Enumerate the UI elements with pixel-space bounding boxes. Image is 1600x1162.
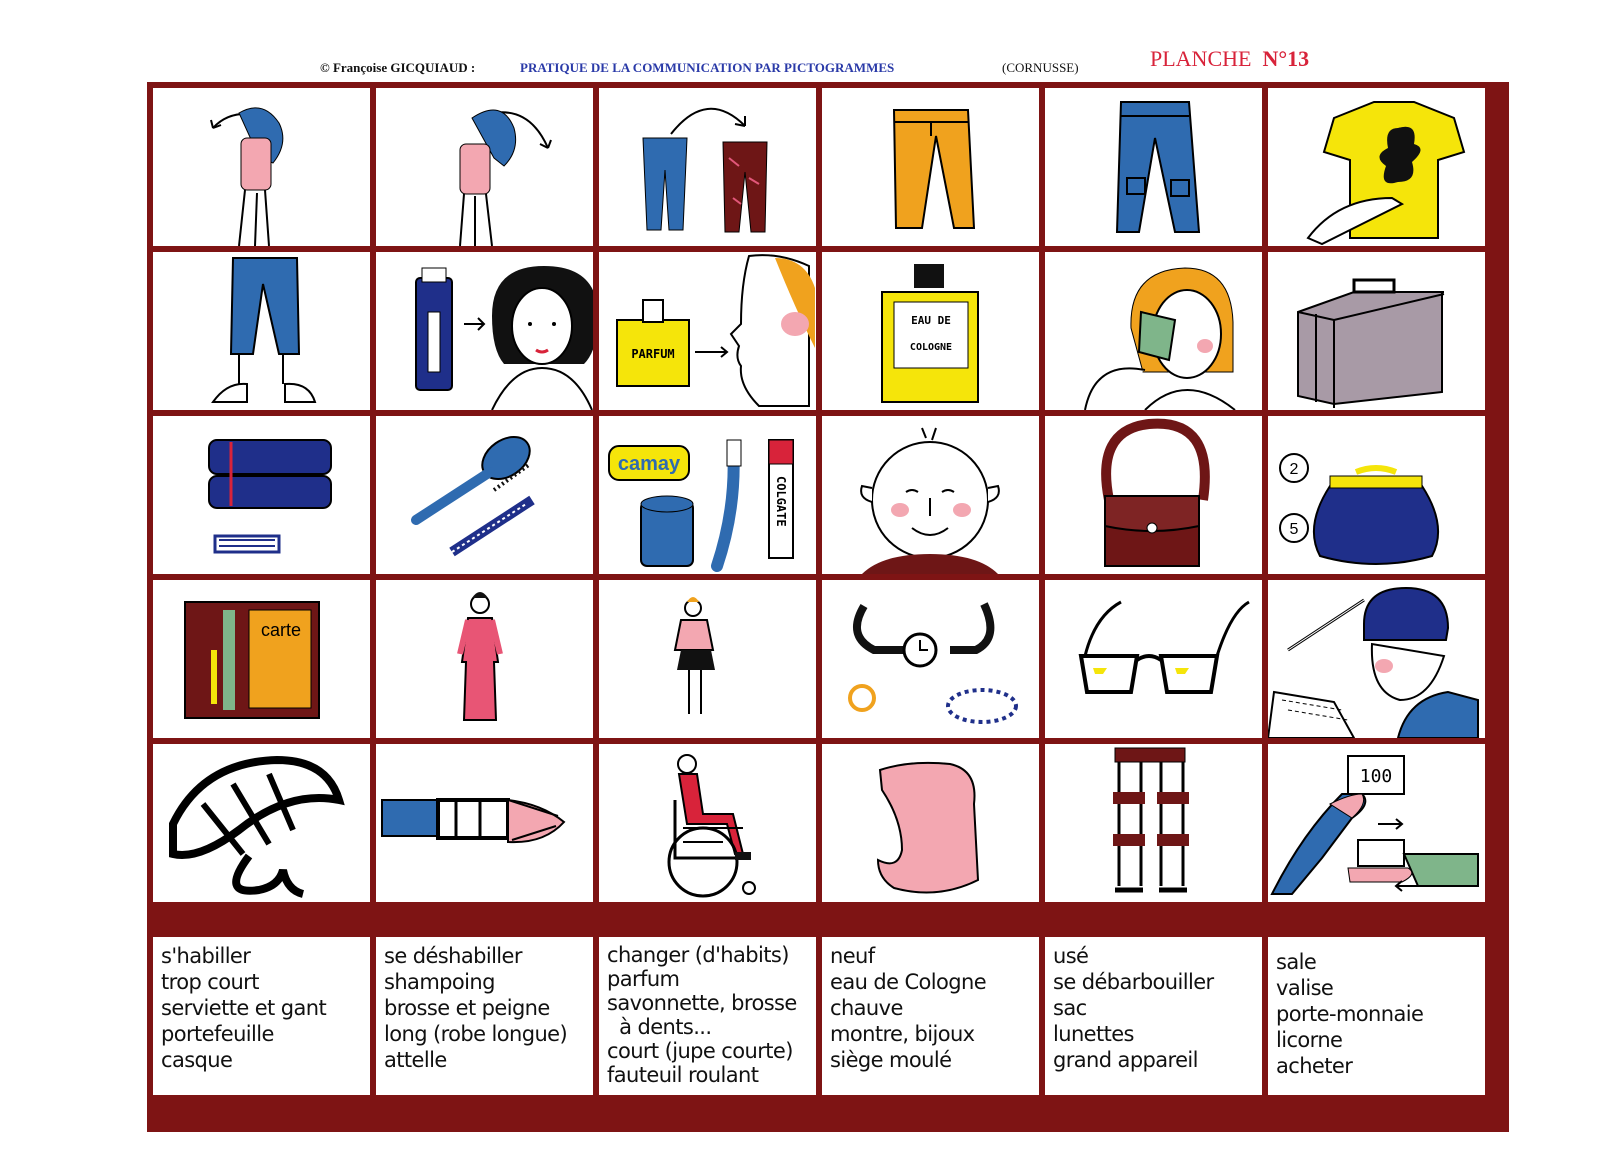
legend-item: porte-monnaie [1276, 1002, 1424, 1026]
unicorn-pointer-pictogram [1268, 580, 1485, 738]
legend-item: savonnette, brosse [607, 991, 797, 1015]
legend-item: eau de Cologne [830, 970, 987, 994]
legend-item: fauteuil roulant [607, 1063, 759, 1087]
page-header [320, 46, 1320, 78]
wallet-pictogram [153, 580, 370, 738]
legend-item: s'habiller [161, 944, 251, 968]
brush-and-comb-pictogram [376, 416, 593, 574]
legend-item: licorne [1276, 1028, 1343, 1052]
legend-item: neuf [830, 944, 875, 968]
coin-purse-pictogram [1268, 416, 1485, 574]
legend-item: court (jupe courte) [607, 1039, 793, 1063]
legend-item: grand appareil [1053, 1048, 1198, 1072]
legend-item: portefeuille [161, 1022, 274, 1046]
parfum-label: PARFUM [631, 347, 675, 361]
legend-item: attelle [384, 1048, 447, 1072]
legend-item: casque [161, 1048, 233, 1072]
legend-item: brosse et peigne [384, 996, 550, 1020]
legend-item: se débarbouiller [1053, 970, 1214, 994]
legend-column-3 [599, 937, 816, 1095]
legend-item: long (robe longue) [384, 1022, 568, 1046]
long-dress-pictogram [376, 580, 593, 738]
glasses-pictogram [1045, 580, 1262, 738]
legend-column-6 [1268, 937, 1485, 1095]
change-clothes-pictogram [599, 88, 816, 246]
legend-item: montre, bijoux [830, 1022, 975, 1046]
banknote-label: 100 [1359, 766, 1393, 787]
legend-item: usé [1053, 944, 1089, 968]
helmet-pictogram [153, 744, 370, 902]
legend-item: trop court [161, 970, 259, 994]
legend-item: changer (d'habits) [607, 943, 789, 967]
legend-column-5 [1045, 937, 1262, 1095]
legend-item: parfum [607, 967, 680, 991]
legend-item: à dents... [607, 1015, 712, 1039]
legend-item: se déshabiller [384, 944, 522, 968]
leg-brace-pictogram [1045, 744, 1262, 902]
suitcase-pictogram [1268, 252, 1485, 410]
worn-pants-pictogram [1045, 88, 1262, 246]
legend-item: shampoing [384, 970, 495, 994]
coin-5-label: 5 [1289, 521, 1299, 538]
eau-de-label: EAU DE [911, 314, 951, 327]
legend-column-4 [822, 937, 1039, 1095]
legend-column-2 [376, 937, 593, 1095]
towel-and-washcloth-pictogram [153, 416, 370, 574]
coin-2-label: 2 [1289, 461, 1299, 478]
wheelchair-pictogram [599, 744, 816, 902]
pictogram-board [147, 82, 1509, 1132]
buy-pictogram [1268, 744, 1485, 902]
cologne-label: COLOGNE [909, 342, 953, 353]
planche-title: PLANCHE N°13 [1150, 46, 1310, 71]
handbag-pictogram [1045, 416, 1262, 574]
splint-pictogram [376, 744, 593, 902]
camay-label: camay [617, 453, 681, 475]
molded-seat-pictogram [822, 744, 1039, 902]
washing-face-pictogram [1045, 252, 1262, 410]
legend-item: sale [1276, 950, 1317, 974]
legend-column-1 [153, 937, 370, 1095]
short-skirt-pictogram [599, 580, 816, 738]
dirty-shirt-pictogram [1268, 88, 1485, 246]
legend-item: siège moulé [830, 1048, 952, 1072]
perfume-pictogram [599, 252, 816, 410]
legend-item: acheter [1276, 1054, 1353, 1078]
colgate-label: COLGATE [774, 476, 788, 527]
carte-label: carte [260, 620, 302, 640]
publisher-text: (CORNUSSE) [1002, 60, 1079, 75]
bald-pictogram [822, 416, 1039, 574]
book-title: PRATIQUE DE LA COMMUNICATION PAR PICTOGRAMMES [520, 60, 895, 75]
shampoo-pictogram [376, 252, 593, 410]
soap-and-toothbrush-pictogram [599, 416, 816, 574]
legend-item: serviette et gant [161, 996, 327, 1020]
legend-item: chauve [830, 996, 903, 1020]
legend-item: valise [1276, 976, 1334, 1000]
dress-up-pictogram [153, 88, 370, 246]
watch-and-jewelry-pictogram [822, 580, 1039, 738]
eau-de-cologne-pictogram [822, 252, 1039, 410]
legend-item: lunettes [1053, 1022, 1134, 1046]
undress-pictogram [376, 88, 593, 246]
new-pants-pictogram [822, 88, 1039, 246]
copyright-text: © Françoise GICQUIAUD : [320, 60, 476, 75]
too-short-pants-pictogram [153, 252, 370, 410]
legend-item: sac [1053, 996, 1087, 1020]
